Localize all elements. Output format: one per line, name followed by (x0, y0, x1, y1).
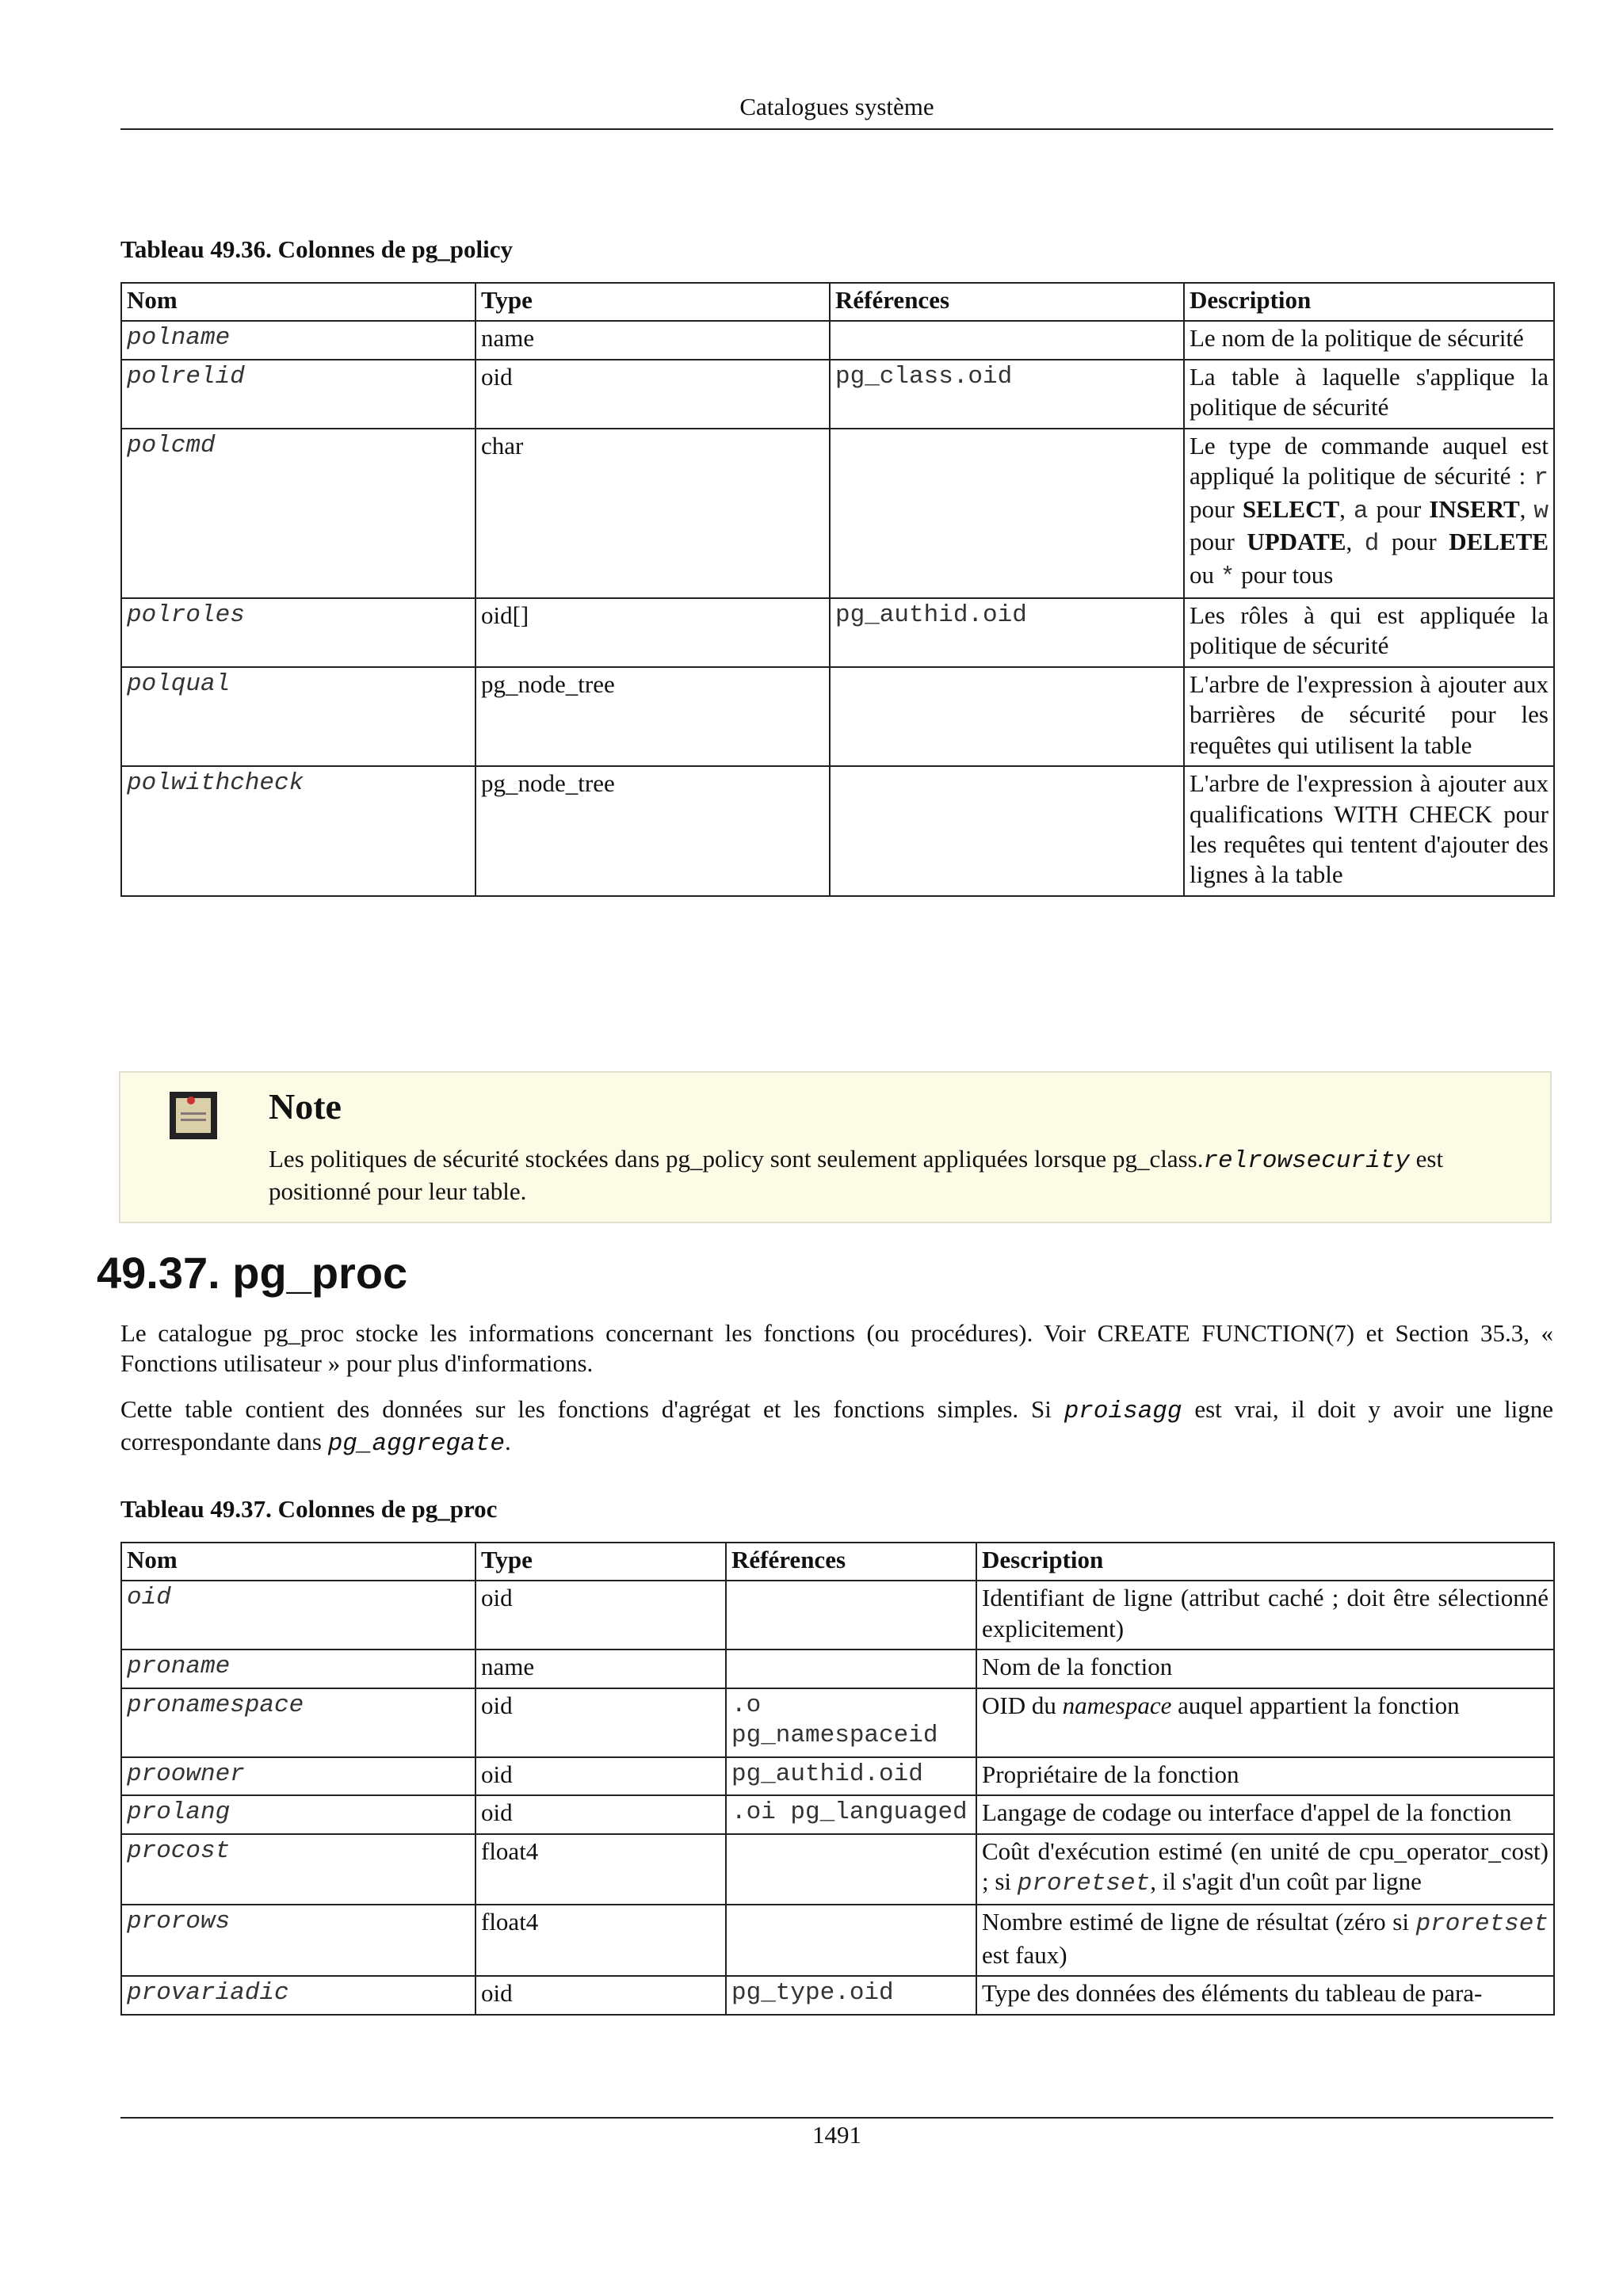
reference-cell: pg_class.oid (830, 360, 1184, 429)
reference-cell: .oi pg_languaged (726, 1795, 976, 1833)
reference-cell (830, 766, 1184, 896)
description-cell: L'arbre de l'expression à ajouter aux qualifications WITH CHECK pour les requêtes qui tentent d'ajouter des lignes à la table (1184, 766, 1554, 896)
type-cell: float4 (475, 1905, 726, 1976)
column-name-cell: polcmd (121, 429, 475, 598)
section-title: 49.37. pg_proc (97, 1248, 408, 1298)
note-icon (170, 1092, 217, 1139)
reference-cell (726, 1834, 976, 1905)
note-code: relrowsecurity (1203, 1147, 1410, 1175)
type-cell: oid (475, 1757, 726, 1795)
column-name-cell: polrelid (121, 360, 475, 429)
type-cell: float4 (475, 1834, 726, 1905)
type-cell: name (475, 1650, 726, 1688)
column-header-type: Type (475, 283, 830, 321)
column-header-description: Description (976, 1543, 1554, 1581)
pg-proc-table (120, 1542, 1555, 2016)
description-cell: La table à laquelle s'applique la politique de sécurité (1184, 360, 1554, 429)
table-caption-pg-proc: Tableau 49.37. Colonnes de pg_proc (120, 1495, 498, 1523)
description-cell: Identifiant de ligne (attribut caché ; doit être sélectionné explicitement) (976, 1581, 1554, 1650)
table-header-row (121, 283, 1554, 321)
description-cell: Coût d'exécution estimé (en unité de cpu_operator_cost) ; si proretset, il s'agit d'un coût par ligne (976, 1834, 1554, 1905)
type-cell: char (475, 429, 830, 598)
table-row (121, 360, 1554, 429)
pg-policy-table (120, 282, 1555, 897)
table-row (121, 1834, 1554, 1905)
column-header-description: Description (1184, 283, 1554, 321)
reference-cell: pg_authid.oid (726, 1757, 976, 1795)
description-cell: Langage de codage ou interface d'appel de la fonction (976, 1795, 1554, 1833)
type-cell: pg_node_tree (475, 667, 830, 766)
note-title: Note (269, 1086, 342, 1127)
column-name-cell: proname (121, 1650, 475, 1688)
type-cell: pg_node_tree (475, 766, 830, 896)
reference-cell (830, 321, 1184, 359)
table-row (121, 598, 1554, 667)
column-header-nom: Nom (121, 1543, 475, 1581)
type-cell: oid (475, 1976, 726, 2014)
description-cell: Nombre estimé de ligne de résultat (zéro si proretset est faux) (976, 1905, 1554, 1976)
reference-cell (830, 667, 1184, 766)
column-name-cell: polname (121, 321, 475, 359)
table-header-row (121, 1543, 1554, 1581)
column-header-references: Références (726, 1543, 976, 1581)
paragraph-aggregate: Cette table contient des données sur les fonctions d'agrégat et les fonctions simples. Si proisagg est vrai, il doit y avoir une ligne correspondante dans pg_aggregate. (120, 1395, 1553, 1459)
table-row (121, 1650, 1554, 1688)
reference-cell (830, 429, 1184, 598)
page-header (120, 92, 1553, 130)
type-cell: oid (475, 1581, 726, 1650)
column-name-cell: pronamespace (121, 1688, 475, 1757)
column-name-cell: oid (121, 1581, 475, 1650)
page-number: 1491 (812, 2121, 861, 2149)
description-cell: L'arbre de l'expression à ajouter aux barrières de sécurité pour les requêtes qui utilisent la table (1184, 667, 1554, 766)
column-name-cell: polqual (121, 667, 475, 766)
table-row (121, 429, 1554, 598)
description-cell: Nom de la fonction (976, 1650, 1554, 1688)
reference-cell (726, 1650, 976, 1688)
column-name-cell: procost (121, 1834, 475, 1905)
reference-cell (726, 1905, 976, 1976)
reference-cell (726, 1581, 976, 1650)
reference-cell: pg_authid.oid (830, 598, 1184, 667)
table-row (121, 1688, 1554, 1757)
description-cell: Les rôles à qui est appliquée la politique de sécurité (1184, 598, 1554, 667)
note-box (119, 1071, 1552, 1223)
table-row (121, 1905, 1554, 1976)
table-row (121, 1976, 1554, 2014)
table-row (121, 321, 1554, 359)
column-name-cell: prolang (121, 1795, 475, 1833)
table-row (121, 1581, 1554, 1650)
note-body: Les politiques de sécurité stockées dans pg_policy sont seulement appliquées lorsque pg_class.relrowsecurity est positionné pour leur table. (269, 1145, 1444, 1206)
table-row (121, 766, 1554, 896)
reference-cell: .o pg_namespaceid (726, 1688, 976, 1757)
column-name-cell: proowner (121, 1757, 475, 1795)
column-name-cell: provariadic (121, 1976, 475, 2014)
reference-cell: pg_type.oid (726, 1976, 976, 2014)
table-row (121, 1795, 1554, 1833)
type-cell: oid[] (475, 598, 830, 667)
description-cell: Le type de commande auquel est appliqué la politique de sécurité : r pour SELECT, a pour INSERT, w pour UPDATE, d pour DELETE ou * pour tous (1184, 429, 1554, 598)
page-footer (120, 2117, 1553, 2150)
type-cell: oid (475, 1688, 726, 1757)
table-row (121, 667, 1554, 766)
type-cell: oid (475, 1795, 726, 1833)
table-caption-pg-policy: Tableau 49.36. Colonnes de pg_policy (120, 235, 513, 263)
column-name-cell: polroles (121, 598, 475, 667)
column-header-references: Références (830, 283, 1184, 321)
type-cell: oid (475, 360, 830, 429)
column-header-nom: Nom (121, 283, 475, 321)
description-cell: Type des données des éléments du tableau de para- (976, 1976, 1554, 2014)
column-header-type: Type (475, 1543, 726, 1581)
running-title: Catalogues système (739, 93, 934, 120)
column-name-cell: prorows (121, 1905, 475, 1976)
table-row (121, 1757, 1554, 1795)
description-cell: OID du namespace auquel appartient la fonction (976, 1688, 1554, 1757)
column-name-cell: polwithcheck (121, 766, 475, 896)
description-cell: Le nom de la politique de sécurité (1184, 321, 1554, 359)
description-cell: Propriétaire de la fonction (976, 1757, 1554, 1795)
type-cell: name (475, 321, 830, 359)
paragraph-intro: Le catalogue pg_proc stocke les informations concernant les fonctions (ou procédures). Voir CREATE FUNCTION(7) et Section 35.3, « Fonctions utilisateur » pour plus d'informations. (120, 1319, 1553, 1378)
